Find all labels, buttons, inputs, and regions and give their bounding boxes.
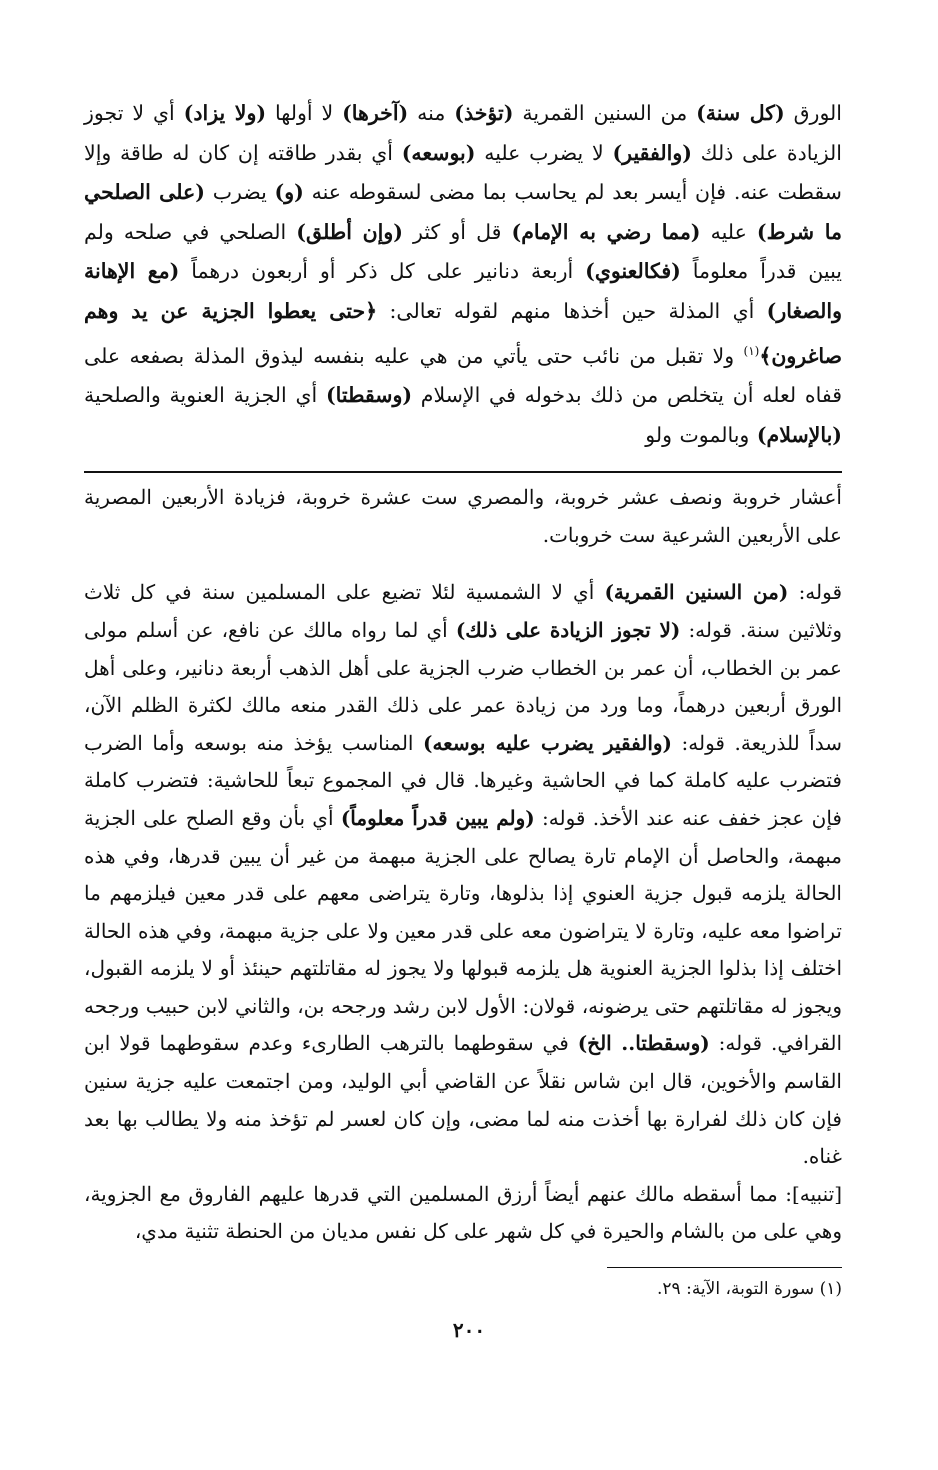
commentary bbox=[84, 574, 842, 1176]
bold-term: (لا تجوز الزيادة على ذلك) bbox=[455, 617, 681, 642]
text-run: عليه bbox=[700, 219, 757, 244]
bold-term: (وإن أطلق) bbox=[296, 219, 403, 244]
bold-term: (والفقير) bbox=[612, 140, 692, 165]
text-run: أي لما رواه مالك عن نافع، عن أسلم مولى عمر بن الخطاب، أن عمر بن الخطاب ضرب الجزية على أهل الذهب أربعة دنانير، وعلى أهل الورق أربعين درهماً، وما ورد من زيادة عمر على ذلك القدر منعه مالك لكثرة الظلم الآن، سداً للذريعة. قوله: bbox=[84, 617, 842, 755]
bold-term: (ولا يزاد) bbox=[183, 101, 267, 125]
text-run: لا يضرب عليه bbox=[475, 140, 613, 165]
text-run: ولا تقبل من نائب حتى يأتي من هي عليه بنفسه ليذوق المذلة بصفعه على قفاه لعله أن يتخلص من ذلك بدخوله في الإسلام bbox=[84, 343, 843, 407]
bold-term: (ولم يبين قدراً معلوماً) bbox=[340, 805, 535, 830]
bold-term: (مما رضي به الإمام) bbox=[511, 219, 701, 244]
text-run: أي لا الشمسية لئلا تضيع على المسلمين سنة في كل ثلاث وثلاثين سنة. قوله: bbox=[84, 580, 842, 642]
bold-term: (فكالعنوي) bbox=[585, 259, 681, 284]
page-number: ٢٠٠ bbox=[452, 1318, 486, 1342]
text-run: أربعة دنانير على كل ذكر أو أربعون درهماً bbox=[179, 259, 586, 284]
commentary-top bbox=[84, 479, 842, 554]
text-run: المناسب يؤخذ منه بوسعه وأما الضرب فتضرب عليه كاملة كما في الحاشية وغيرها. قال في المجموع تبعاً للحاشية: فتضرب كاملة فإن عجز خفف عنه عند الأخذ. قوله: bbox=[84, 730, 842, 830]
bold-term: (بوسعه) bbox=[401, 140, 476, 165]
text-run: وبالموت ولو bbox=[645, 422, 757, 447]
text-run: قوله: bbox=[788, 580, 843, 605]
text-run: لا أولها bbox=[266, 101, 343, 125]
text-run: منه bbox=[408, 101, 455, 125]
bold-term: (مع الإهانة والصغار) bbox=[84, 259, 842, 323]
text-run: في سقوطهما بالترهب الطارىء وعدم سقوطهما قولا ابن القاسم والأخوين، قال ابن شاس نقلاً عن القاضي أبي الوليد، ومن اجتمعت عليه جزية سنين فإن كان ذلك لفرارة بها أخذت منه لما مضى، وإن كان لعسر لم تؤخذ منه ولا يطالب بها بعد غناه. bbox=[84, 1031, 842, 1169]
text-run: الورق bbox=[784, 101, 842, 125]
bold-term: (وسقطتا) bbox=[325, 382, 413, 407]
text-run: الصلحي في صلحه ولم يبين قدراً معلوماً bbox=[84, 219, 842, 284]
text-run: من السنين القمرية bbox=[513, 101, 697, 125]
text-run: أي لا تجوز الزيادة على ذلك bbox=[84, 101, 842, 165]
footnote: (١) سورة التوبة، الآية: ٢٩. bbox=[657, 1279, 842, 1300]
spacer bbox=[84, 554, 842, 574]
text-run: أي بأن وقع الصلح على الجزية مبهمة، والحاصل أن الإمام تارة يصالح على الجزية مبهمة من غير أن يبين قدرها، وفي هذه الحالة يلزمه قبول جزية العنوي إذا بذلوها، وتارة يتراضى معهم على قدر معين فيلزمهم ما تراضوا معه عليه، وتارة لا يتراضون معه على قدر معين ولا على جزية مبهمة، وفي هذه الحالة اختلف إذا بذلوا الجزية العنوية هل يلزمه قبولها ولا يجوز له مقاتلتهم حينئذ أو لا يلزمه القبول، ويجوز له مقاتلتهم حتى يرضونه، قولان: الأول لابن رشد ورجحه بن، والثاني لابن حبيب ورجحه القرافي. قوله: bbox=[84, 805, 842, 1056]
tanbih-paragraph: [تنبيه]: مما أسقطه مالك عنهم أيضاً أرزق المسلمين التي قدرها عليهم الفاروق مع الجزوية، وهي على من بالشام والحيرة في كل شهر على كل نفس مديان من الحنطة تثنية مدي، bbox=[84, 1181, 842, 1244]
main-text bbox=[84, 94, 842, 455]
bold-term: (كل سنة) bbox=[696, 101, 785, 125]
bold-term: (على الصلحي ما شرط) bbox=[84, 180, 842, 244]
text-run: أي بقدر طاقته إن كان له طاقة وإلا سقطت عنه. فإن أيسر بعد لم يحاسب بما مضى لسقوطه عنه bbox=[84, 140, 842, 205]
text-run: يضرب bbox=[204, 180, 275, 205]
bold-term: (بالإسلام) bbox=[756, 422, 842, 447]
bold-term: (آخرها) bbox=[342, 101, 409, 125]
bold-term: (تؤخذ) bbox=[454, 101, 514, 125]
bold-term: (والفقير يضرب عليه بوسعه) bbox=[422, 730, 673, 755]
text-run: قل أو كثر bbox=[402, 219, 512, 244]
text-run: أي الجزية العنوية والصلحية bbox=[84, 382, 326, 407]
tanbih bbox=[84, 1176, 842, 1251]
text-run: أي المذلة حين أخذها منهم لقوله تعالى: bbox=[377, 298, 767, 323]
quran-verse: ﴿حتى يعطوا الجزية عن يد وهم صاغرون﴾ bbox=[84, 298, 842, 368]
commentary-paragraph: أعشار خروبة ونصف عشر خروبة، والمصري ست عشرة خروبة، فزيادة الأربعين المصرية على الأربعين الشرعية ست خروبات. bbox=[84, 485, 842, 547]
bold-term: (وسقطتا.. الخ) bbox=[577, 1031, 710, 1056]
bold-term: (و) bbox=[274, 180, 304, 205]
section-divider bbox=[84, 471, 842, 473]
bold-term: (من السنين القمرية) bbox=[604, 580, 789, 605]
footnote-divider bbox=[607, 1267, 842, 1268]
footnote-marker: (١) bbox=[743, 343, 760, 358]
